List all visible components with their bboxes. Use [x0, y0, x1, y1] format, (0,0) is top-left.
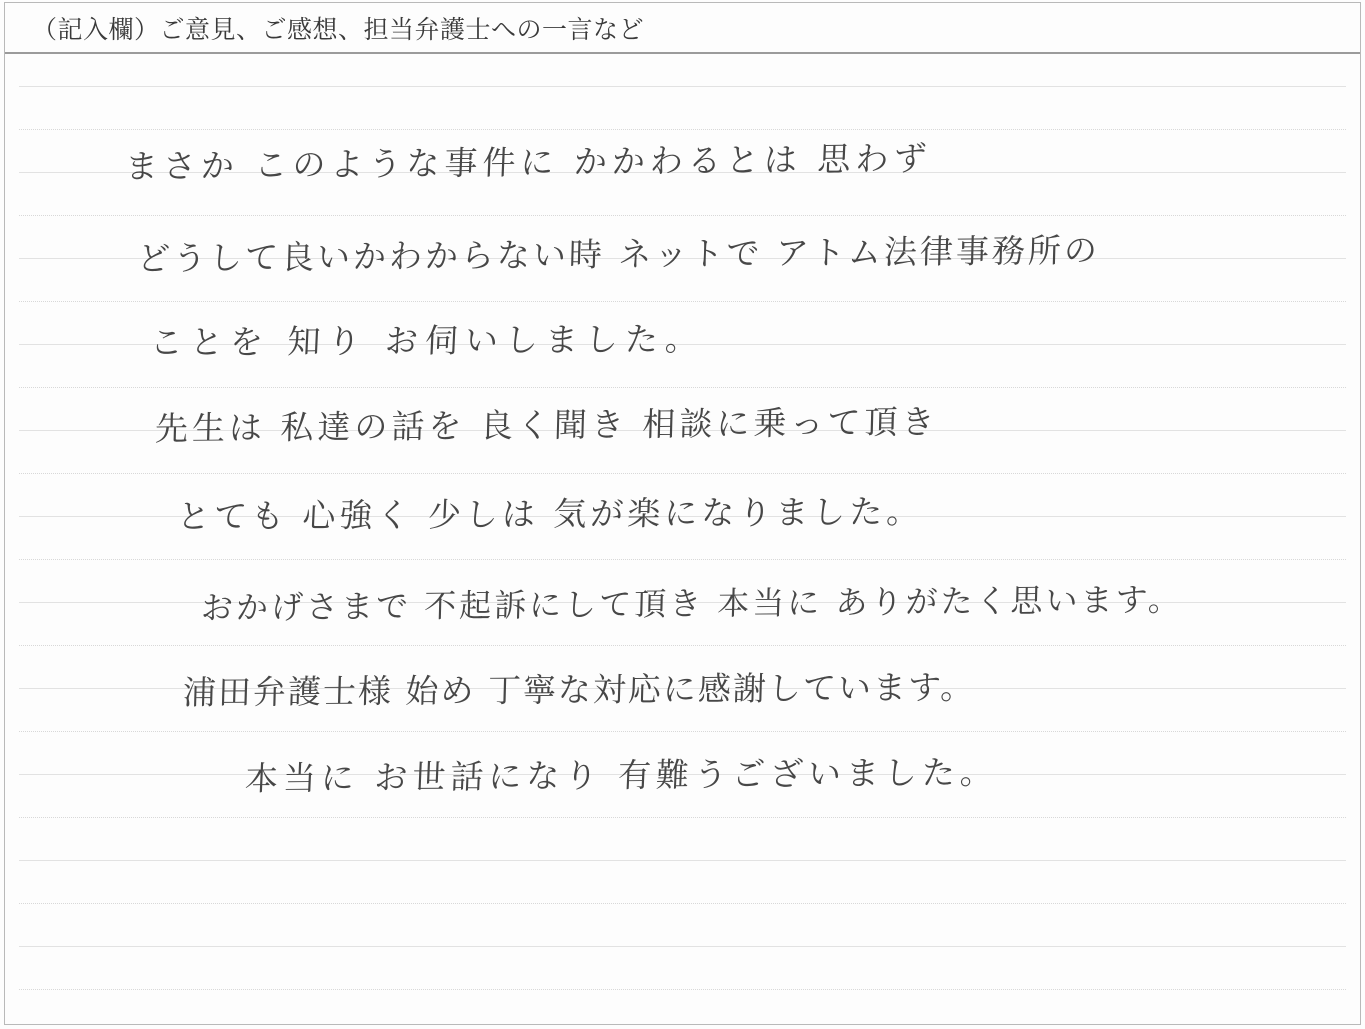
handwritten-line: ことを 知り お伺いしました。 — [149, 319, 706, 363]
handwritten-comment — [5, 54, 1360, 1024]
comment-field-header — [6, 4, 1359, 52]
handwritten-line: まさか このような事件に かかわるとは 思わず — [124, 138, 933, 187]
comment-entry-field[interactable] — [5, 54, 1360, 1024]
handwritten-line: とても 心強く 少しは 気が楽になりました。 — [176, 491, 925, 537]
handwritten-line: 先生は 私達の話を 良く聞き 相談に乗って頂き — [154, 402, 939, 449]
handwritten-line: 浦田弁護士様 始め 丁寧な対応に感謝しています。 — [182, 667, 976, 713]
comment-field-header-label: （記入欄）ご意見、ご感想、担当弁護士への一言など — [32, 16, 645, 44]
handwritten-line: どうして良いかわからない時 ネットで アトム法律事務所の — [136, 230, 1101, 279]
handwritten-line: 本当に お世話になり 有難うございました。 — [244, 752, 999, 799]
handwritten-line: おかげさまで 不起訴にして頂き 本当に ありがたく思います。 — [200, 580, 1184, 628]
